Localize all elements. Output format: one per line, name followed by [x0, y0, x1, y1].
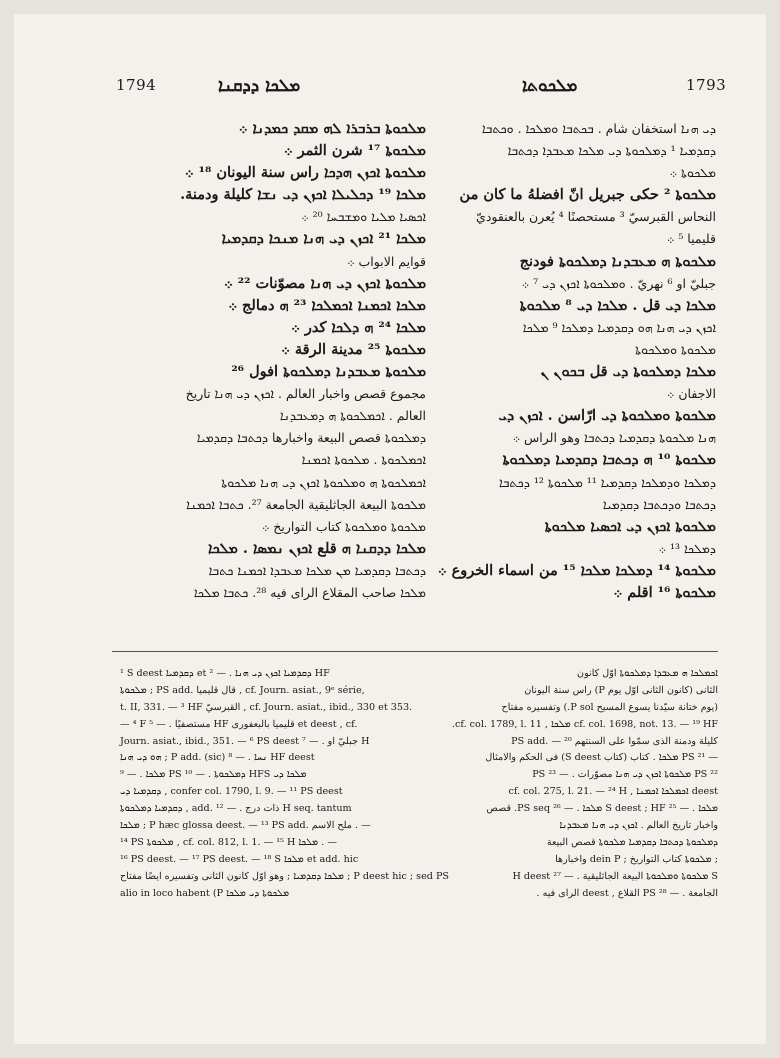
footnote-line: — ⁴ F مستصفيًا . — ⁵ HF قليميا بالبعفورى et deest , cf.: [120, 718, 358, 730]
entry-headword-line: ܡܠܟܐ ¹⁹ ܕܟܠܝܠܐ ܐܟܙܢ ܕܝ ܢܫܐ كليلة ودمنة.: [180, 186, 426, 204]
entry-text-line: ܐܟܣܝܐ ܡܠܝܐ ܘܡܫܒܚܐ ²⁰ ܀: [301, 209, 426, 225]
left-text-column: [120, 118, 426, 604]
footnote-line: ܡܠܟܐ . — ²⁵ S deest ; HF ܡܠܟܐ . — ²⁶ PS seq. قصص: [486, 803, 718, 815]
footnote-divider: [112, 651, 718, 652]
entry-text-line: ܡܠܟܘܬܐ البيعة الجاثليقية الجامعة ²⁷. ܟܬܒܐ ܐܟܡܢܐ: [186, 496, 426, 512]
footnote-line: ܐܟܡܠܟܐ ܗ ܡܥܒܕܐ ܕܡܠܟܘܬܐ اوّل كانون: [577, 668, 718, 679]
entry-headword-line: ܡܠܟܐ ܕܕܩܢܐ ܗ قلع ܐܟܙܢ ܢܡܣܐ . ܡܠܟܐ: [207, 539, 426, 557]
entry-text-line: ܐܟܙܢ ܕܝ ܗܢܐ ܗܘ ܕܩܕܡܝܐ ܕܡܠܟܐ ⁹ ܡܠܟܐ: [522, 319, 716, 335]
entry-headword-line: ܡܠܟܘܬܐ ²⁵ مدينة الرقة ܀: [281, 340, 426, 358]
footnote-line: ¹⁶ PS deest. — ¹⁷ PS deest. — ¹⁸ S ܡܠܟܐ et add. hic: [120, 853, 359, 865]
entry-text-line: ܕܟܬܒܐ ܘܕܟܬܒܐ ܕܩܕܡܝܐ: [602, 496, 716, 512]
footnote-line: ܡܠܟܐ ; P hæc glossa deest. — ¹³ PS add. ملح الاسم . —: [120, 820, 371, 832]
footnote-line: ²² PS ܡܠܟܘܬܐ ܐܟܙܢ ܕܝ ܗܢܐ مصوّرات . — ²³ PS: [532, 769, 718, 781]
footnote-line: (يوم ختانة سيّدنا يسوع المسيح P sol.) وتفسيره مفتاح: [501, 701, 718, 713]
page: [14, 14, 766, 1044]
footnote-line: ܡܠܟܘܬܐ ; PS add. قال قليميا , cf. Journ. asiat., 9ᵉ série,: [120, 684, 365, 696]
footnote-line: كليلة ودمنة الذى سمّوا على السنتهم PS add. — ²⁰: [511, 735, 718, 747]
right-page-number: 1793: [686, 76, 727, 94]
left-footnotes: [120, 666, 449, 902]
entry-text-line: قليميا ⁵ ܀: [666, 231, 716, 247]
entry-text-line: جبليّ او ⁶ نهريّ . ܘܡܠܟܘܬܐ ܐܟܙܢ ܕܝ ⁷ ܀: [521, 275, 716, 291]
left-running-title: ܡܠܟܐ ܕܕܩܢܐ: [218, 76, 301, 96]
right-text-column: [437, 118, 716, 604]
entry-text-line: ܐܟܡܠܟܘܬܐ ܗ ܘܡܠܟܘܬܐ ܐܟܙܢ ܕܝ ܗܢܐ ܡܠܟܘܬܐ: [221, 474, 426, 490]
footnote-line: الثانى (كانون الثانى اوّل يوم P) راس سنة اليونان: [524, 684, 718, 696]
entry-text-line: ܡܠܟܘܬܐ ܘܡܠܟܘܬܐ كتاب التواريخ ܀: [261, 518, 426, 534]
footnote-line: ܕܡܠܟܘܬܐ ܕܟܬܒܐ ܕܩܕܡܝܐ ܡܠܟܘܬܐ قصص البيعة: [546, 836, 718, 848]
entry-text-line: قوايم الابواب ܀: [347, 253, 426, 269]
footnote-line: Journ. asiat., ibid., 351. — ⁶ PS deest جبليّ او . — ⁷ H: [120, 735, 370, 747]
entry-headword-line: ܡܠܟܘܬܐ ¹⁷ شرن الثمر ܀: [283, 142, 426, 160]
footnote-line: الجامعة . — ²⁸ PS القلاع , deest الراى فيه .: [536, 887, 718, 899]
entry-text-line: ܗܢܐ ܡܠܟܘܬܐ ܕܩܕܡܝܐ ܕܟܬܒܐ وهو الراس ܀: [512, 430, 716, 446]
entry-headword-line: ܡܠܟܘܬܐ ¹⁰ ܗ ܕܟܬܒܐ ܕܩܕܡܝܐ ܕܡܠܟܘܬܐ: [502, 451, 716, 469]
entry-text-line: ܕܝ ܗܢܐ استخفان شام . ܒܟܬܒܐ ܘܡܠܟܐ . ܘܟܬܒܐ: [481, 121, 716, 136]
right-running-title: ܡܠܟܘܬܐ: [522, 76, 578, 96]
footnote-line: ¹ S deest ܕܩܕܡܝܐ et ܕܩܕܡܝܐ ܐܟܙܢ ܕܝ ܗܢܐ . — ² HF: [120, 668, 330, 679]
entry-headword-line: ܡܠܟܘܬܐ ܐܟܙܢ ܕܝ ܐܟܣܝܐ ܡܠܟܘܬܐ: [544, 517, 716, 535]
entry-headword-line: ܡܠܟܘܬܐ ¹⁶ اقلم ܀: [613, 583, 716, 601]
entry-text-line: ܕܩܕܡܝܐ ¹ ܕܡܠܟܘܬܐ ܕܝ ܡܠܟܐ ܡܥܒܕܐ ܕܟܬܒܐ: [507, 143, 716, 159]
footnote-line: t. II, 331. — ³ HF القبرسيّ , cf. Journ. asiat., ibid., 330 et 353.: [120, 701, 413, 713]
entry-text-line: النحاس القبرسيّ ³ مستحصنًا ⁴ يُعرن بالعنقوديّ: [476, 209, 716, 225]
entry-headword-line: ܡܠܟܐ ܕܡܠܟܘܬܐ ܕܝ قل ܒܟܘܢ ܢ: [540, 363, 716, 381]
footnote-line: ¹⁴ PS ܡܠܟܘܬܐ , cf. col. 812, l. 1. — ¹⁵ H ܡܠܟܐ . —: [120, 836, 337, 848]
footnote-line: ܕܩܕܡܝܐ ܕܡܠܟܘܬܐ , add. ذات درج . — ¹² H seq. tantum: [120, 803, 352, 815]
left-page-number: 1794: [116, 76, 157, 94]
footnote-line: cf. col. 1698, not. 13. — ¹⁹ HF ܡܠܟܐ , cf. col. 1789, l. 11.: [451, 718, 718, 730]
entry-headword-line: ܡܠܟܘܬܐ ܒܪܒܪܐ ܠܗ ܡܩܕ ܟܡܕܢܐ ܀: [238, 120, 426, 137]
entry-headword-line: ܡܠܟܘܬܐ ܡܥܒܕܢܐ ܕܡܠܟܘܬܐ افول ²⁶: [231, 363, 426, 381]
footnote-line: — ²¹ PS ܡܠܟܐ . كتاب (كتاب S deest) فى الحكم والامثال: [485, 752, 718, 764]
footnote-line: ܗܘ ܕܝ ܗܢܐ ; P add. (sic) ܢܚܐ . — ⁸ HF deest: [120, 752, 315, 764]
entry-text-line: ܕܡܠܟܘܬܐ قصص البيعة واخبارها ܕܟܬܒܐ ܕܩܕܡܝܐ: [196, 430, 426, 446]
entry-headword-line: ܡܠܟܘܬܐ ܐܟܙܢ ܕܝ ܗܢܐ مصوّنات ²² ܀: [224, 274, 426, 292]
footnote-line: ܡܠܟܐ ܕܩܕܡܝܐ ; وهو اوّل كانون الثانى وتفسيره ايضًا مفتاح ; P deest hic ; sed PS: [120, 870, 449, 882]
entry-headword-line: ܡܠܟܐ ܐܟܡܢܐ ܐܟܡܠܟܐ ²³ ܗ دمالج ܀: [228, 296, 426, 314]
footnote-line: ; ܡܠܟܘܬܐ كتاب التواريخ ; dein P واخبارها: [555, 853, 718, 865]
footnote-line: ܡܠܟܐ . — ⁹ PS ܕܡܠܟܘܬܐ . — ¹⁰ HFS ܡܠܟܐ ܕܝ: [120, 769, 307, 781]
entry-headword-line: ܡܠܟܘܬܐ ² حكى جبريل انّ افضلهُ ما كان من: [459, 186, 716, 204]
footnote-line: S ܡܠܟܘܬܐ ܘܡܠܟܘܬܐ البيعة الجاثليقية . — ²⁷ H deest: [512, 870, 718, 882]
entry-headword-line: ܡܠܟܐ ܕܝ قل . ܡܠܟܐ ܕܝ ⁸ ܡܠܟܘܬܐ: [519, 296, 716, 314]
entry-headword-line: ܡܠܟܘܬܐ ܐܟܙܢ ܗܕܟܐ راس سنة اليونان ¹⁸ ܀: [184, 164, 426, 182]
entry-headword-line: ܡܠܟܘܬܐ ܘܡܠܟܘܬܐ ܕܝ ارّاسن . ܐܟܙܢ ܕܝ: [498, 407, 716, 425]
footnote-line: alio in loco habent (P ܡܠܟܘܬܐ ܕܝ ܡܠܟܐ: [120, 887, 290, 899]
footnote-line: deest ܐܟܡܠܟܐ ܐܟܡܢܐ , cf. col. 275, l. 21. — ²⁴ H: [508, 786, 718, 798]
entry-text-line: ܕܡܠܟܐ ¹³ ܀: [658, 540, 716, 556]
entry-text-line: الاجفان ܀: [666, 386, 716, 402]
entry-text-line: ܕܡܠܟܐ ܘܕܡܠܟܐ ܕܩܕܡܝܐ ¹¹ ܡܠܟܘܬܐ ¹² ܕܟܬܒܐ: [498, 474, 716, 490]
entry-headword-line: ܡܠܟܐ ²⁴ ܗ ܕܠܟܐ كدر ܀: [291, 318, 426, 336]
entry-text-line: العالم . ܐܟܡܠܟܘܬܐ ܗ ܕܡܥܒܕܢܐ: [279, 408, 426, 424]
right-footnotes: [436, 666, 718, 902]
entry-text-line: ܐܟܡܠܟܘܬܐ . ܡܠܟܘܬܐ ܐܟܡܢܐ: [301, 452, 426, 468]
entry-text-line: ܡܠܟܐ صاحب المقلاع الراى فيه ²⁸. ܟܬܒܐ ܡܠܟܐ: [193, 584, 426, 600]
entry-text-line: مجموع قصص واخبار العالم . ܐܟܙܢ ܕܝ ܗܢܐ تاريخ: [185, 386, 426, 402]
entry-text-line: ܡܠܟܘܬܐ ܀: [669, 165, 716, 181]
entry-headword-line: ܡܠܟܘܬܐ ܗ ܡܥܒܕܢܐ ܕܡܠܟܘܬܐ فودنج: [519, 252, 716, 270]
entry-headword-line: ܡܠܟܘܬܐ ¹⁴ ܕܡܠܟܐ ܡܠܟܐ ¹⁵ من اسماء الخروع ܀: [437, 561, 716, 579]
footnote-line: واخبار تاريخ العالم . ܐܟܙܢ ܕܝ ܗܢܐ ܡܥܒܕܢܐ: [559, 820, 718, 832]
entry-headword-line: ܡܠܟܐ ²¹ ܐܟܙܢ ܕܝ ܗܢܐ ܡܢܟܐ ܕܩܕܡܝܐ: [221, 230, 426, 248]
entry-text-line: ܕܟܬܒܐ ܕܩܕܡܝܐ ܡܢ ܡܠܟܐ ܡܥܒܕܐ ܐܟܡܢܐ ܟܬܒܐ: [208, 562, 426, 578]
entry-text-line: ܡܠܟܘܬܐ ܘܡܠܟܘܬܐ: [635, 341, 716, 357]
footnote-line: ܕܩܕܡܝܐ ܕܝ , confer col. 1790, l. 9. — ¹¹ PS deest: [120, 786, 343, 798]
